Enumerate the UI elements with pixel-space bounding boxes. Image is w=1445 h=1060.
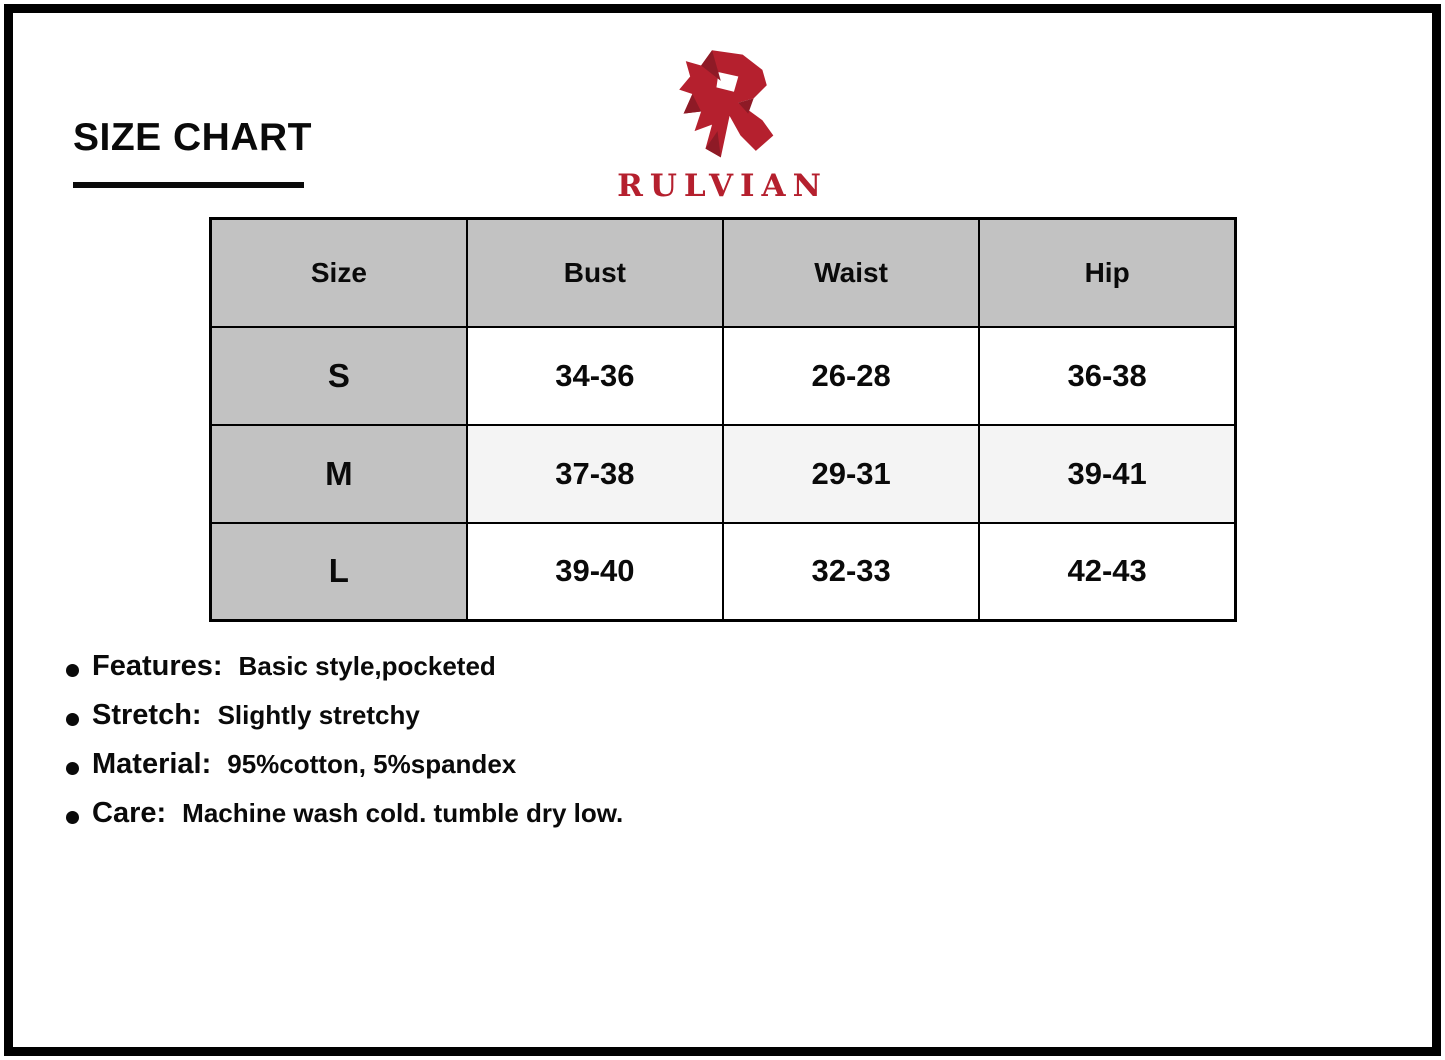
table-header-row [211, 219, 1236, 327]
table-row-m [211, 425, 1236, 523]
column-header-waist: Waist [723, 219, 979, 327]
detail-value: Machine wash cold. tumble dry low. [182, 798, 624, 828]
cell-waist-s: 26-28 [723, 327, 979, 425]
table-row-l [211, 523, 1236, 621]
cell-hip-s: 36-38 [979, 327, 1235, 425]
detail-label: Stretch: [92, 699, 202, 731]
cell-bust-m: 37-38 [467, 425, 723, 523]
page-title: SIZE CHART [73, 116, 312, 159]
cell-size-l: L [211, 523, 467, 621]
column-header-bust: Bust [467, 219, 723, 327]
bullet-icon [66, 811, 79, 824]
product-details-list [66, 650, 623, 846]
detail-value: Basic style,pocketed [238, 651, 496, 681]
table-row-s [211, 327, 1236, 425]
cell-hip-l: 42-43 [979, 523, 1235, 621]
cell-bust-s: 34-36 [467, 327, 723, 425]
cell-size-s: S [211, 327, 467, 425]
cell-size-m: M [211, 425, 467, 523]
cell-hip-m: 39-41 [979, 425, 1235, 523]
cell-waist-m: 29-31 [723, 425, 979, 523]
cell-bust-l: 39-40 [467, 523, 723, 621]
list-item-material [66, 748, 623, 797]
cell-waist-l: 32-33 [723, 523, 979, 621]
brand-logo-icon [667, 48, 779, 164]
brand-wordmark: RULVIAN [617, 168, 828, 204]
detail-label: Material: [92, 748, 212, 780]
detail-label: Care: [92, 797, 167, 829]
detail-value: 95%cotton, 5%spandex [227, 749, 517, 779]
list-item-stretch [66, 699, 623, 748]
list-item-features [66, 650, 623, 699]
list-item-care [66, 797, 623, 846]
column-header-hip: Hip [979, 219, 1235, 327]
bullet-icon [66, 713, 79, 726]
bullet-icon [66, 664, 79, 677]
title-underline [73, 182, 304, 188]
detail-label: Features: [92, 650, 223, 682]
brand-block [553, 48, 893, 204]
column-header-size: Size [211, 219, 467, 327]
detail-value: Slightly stretchy [217, 700, 420, 730]
size-chart-table [209, 217, 1237, 622]
bullet-icon [66, 762, 79, 775]
